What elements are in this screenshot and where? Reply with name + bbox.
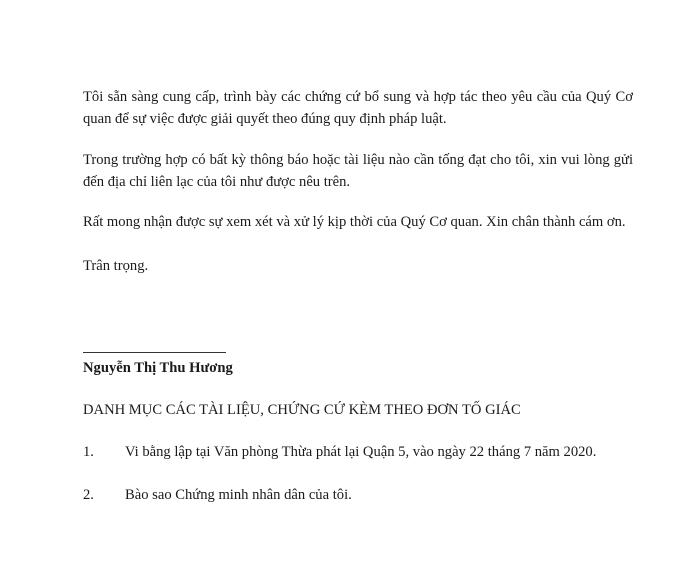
attachment-text: Bào sao Chứng minh nhân dân của tôi. <box>125 487 352 503</box>
paragraph-cooperation: Tôi sẵn sàng cung cấp, trình bày các chứng cứ bổ sung và hợp tác theo yêu cầu của Quý Cơ quan để sự việc được giải quyết theo đúng quy định pháp luật. <box>83 89 633 127</box>
signature-line <box>83 352 226 353</box>
attachment-item <box>83 441 633 463</box>
attachment-text: Vi bằng lập tại Văn phòng Thừa phát lại Quận 5, vào ngày 22 tháng 7 năm 2020. <box>125 444 597 460</box>
paragraph-service-address: Trong trường hợp có bất kỳ thông báo hoặc tài liệu nào cần tống đạt cho tôi, xin vui lòng gửi đến địa chỉ liên lạc của tôi như được nêu trên. <box>83 152 633 190</box>
attachment-number: 1. <box>83 444 94 460</box>
signer-name: Nguyễn Thị Thu Hương <box>83 360 233 376</box>
attachment-item <box>83 484 633 506</box>
attachments-title: DANH MỤC CÁC TÀI LIỆU, CHỨNG CỨ KÈM THEO ĐƠN TỐ GIÁC <box>83 402 521 418</box>
paragraph-closing: Trân trọng. <box>83 258 149 274</box>
attachment-number: 2. <box>83 487 94 503</box>
paragraph-thanks: Rất mong nhận được sự xem xét và xử lý kịp thời của Quý Cơ quan. Xin chân thành cám ơn. <box>83 214 626 230</box>
